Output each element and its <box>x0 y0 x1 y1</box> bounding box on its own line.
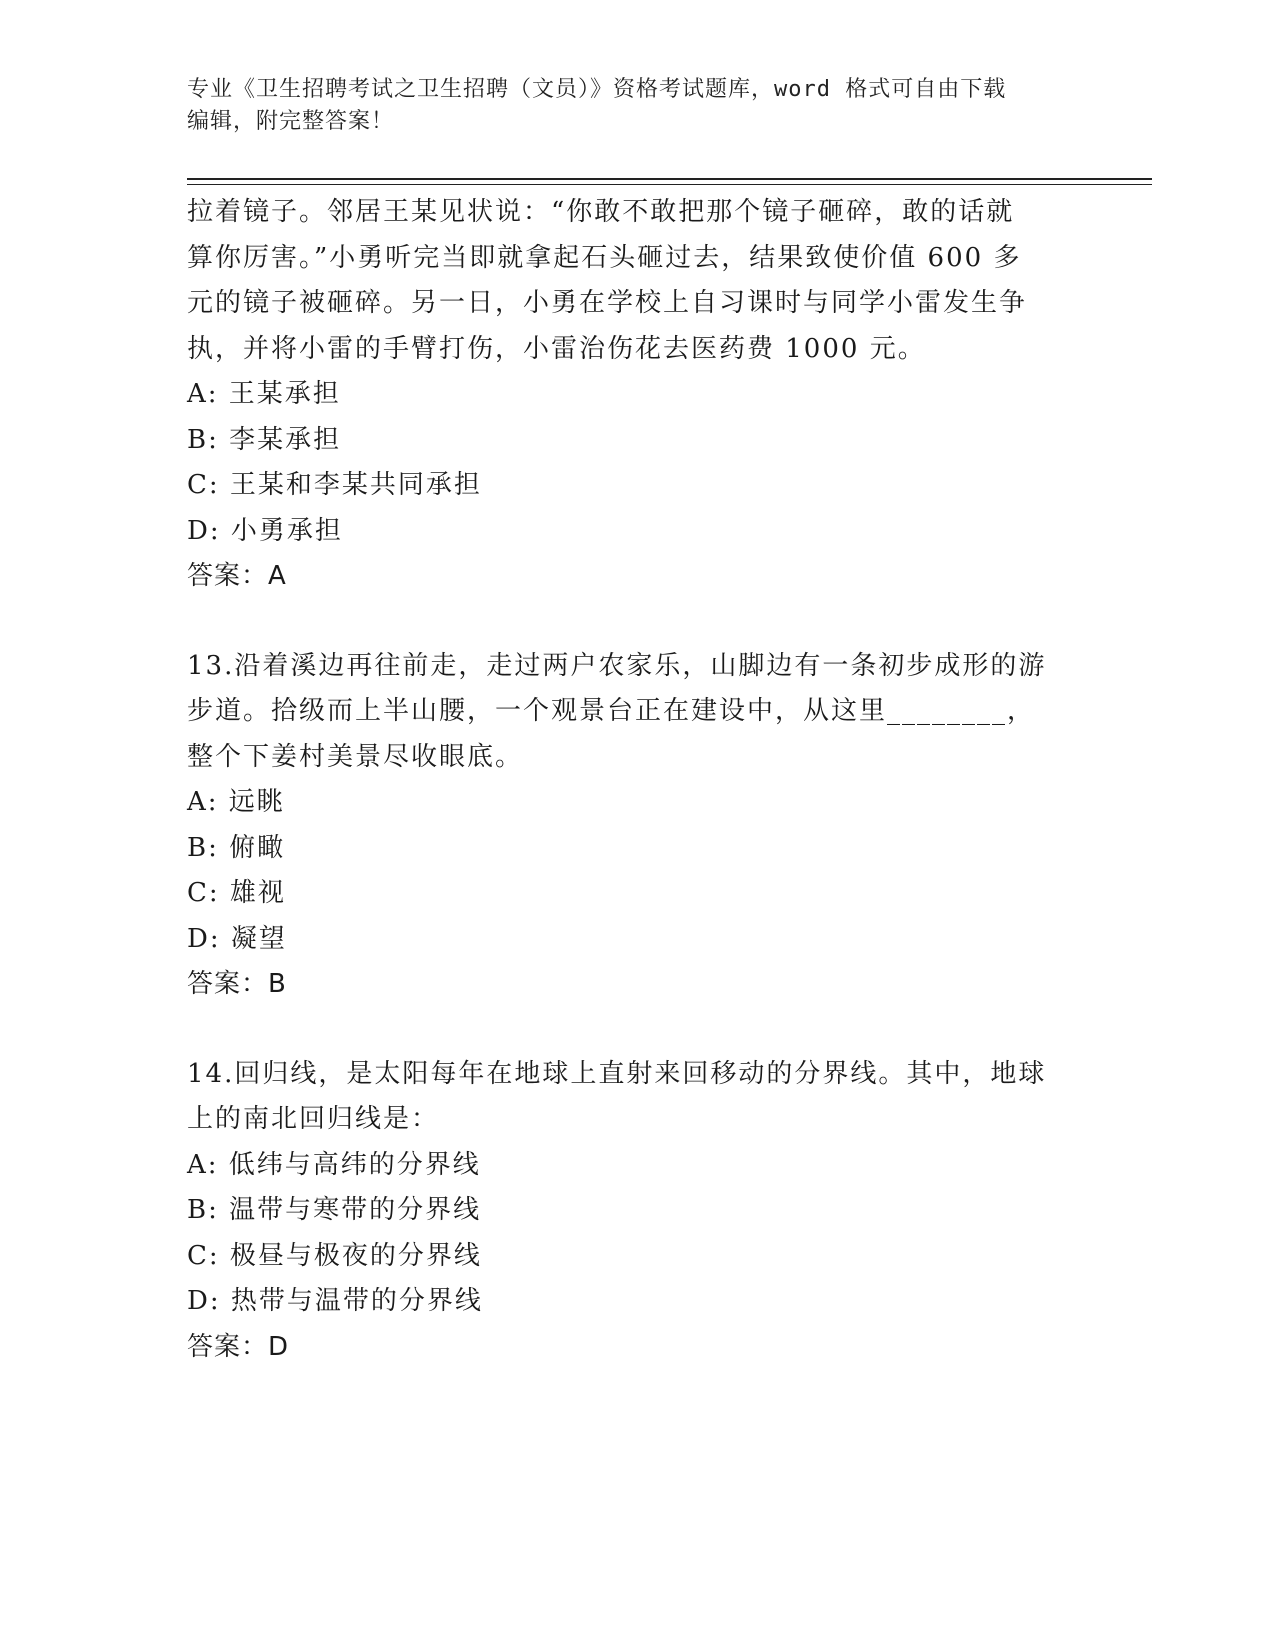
question-14-option-c: C: 极昼与极夜的分界线 <box>187 1240 482 1271</box>
question-13 <box>187 644 1087 1008</box>
question-13-answer: 答案：B <box>187 969 287 999</box>
question-12 <box>187 190 1087 600</box>
question-12-option-c: C: 王某和李某共同承担 <box>187 470 482 500</box>
page-header <box>187 74 1087 138</box>
header-line-1: 专业《卫生招聘考试之卫生招聘（文员）》资格考试题库，word 格式可自由下载 <box>187 77 1007 102</box>
question-13-text-line: 整个下姜村美景尽收眼底。 <box>187 741 524 772</box>
question-13-option-d: D: 凝望 <box>187 923 287 954</box>
question-spacer <box>187 600 1087 644</box>
question-14-answer: 答案：D <box>187 1331 290 1362</box>
question-13-text-line: 步道。拾级而上半山腰，一个观景台正在建设中，从这里________， <box>187 696 1036 726</box>
question-13-option-c: C: 雄视 <box>187 878 286 908</box>
question-14 <box>187 1052 1087 1371</box>
question-12-option-d: D: 小勇承担 <box>187 515 343 546</box>
question-14-text-line: 上的南北回归线是： <box>187 1104 440 1134</box>
question-spacer <box>187 1008 1087 1052</box>
question-13-text-line: 13.沿着溪边再往前走，走过两户农家乐，山脚边有一条初步成形的游 <box>187 650 1047 681</box>
question-13-option-b: B: 俯瞰 <box>187 832 286 863</box>
question-14-option-b: B: 温带与寒带的分界线 <box>187 1195 482 1225</box>
header-divider-thin <box>187 184 1152 185</box>
question-12-text-line: 拉着镜子。邻居王某见状说：“你敢不敢把那个镜子砸碎，敢的话就 <box>187 197 1015 227</box>
header-divider-thick <box>187 178 1152 180</box>
question-14-option-d: D: 热带与温带的分界线 <box>187 1286 483 1316</box>
question-12-option-b: B: 李某承担 <box>187 424 342 455</box>
question-12-text-line: 执，并将小雷的手臂打伤，小雷治伤花去医药费 1000 元。 <box>187 333 926 364</box>
question-12-text-line: 算你厉害。”小勇听完当即就拿起石头砸过去，结果致使价值 600 多 <box>187 242 1022 273</box>
question-12-text-line: 元的镜子被砸碎。另一日，小勇在学校上自习课时与同学小雷发生争 <box>187 288 1028 318</box>
document-content <box>187 190 1087 1370</box>
question-12-answer: 答案：A <box>187 561 287 591</box>
header-line-2: 编辑，附完整答案！ <box>187 109 395 134</box>
question-13-option-a: A: 远眺 <box>187 787 285 817</box>
question-14-option-a: A: 低纬与高纬的分界线 <box>187 1149 481 1180</box>
question-14-text-line: 14.回归线，是太阳每年在地球上直射来回移动的分界线。其中，地球 <box>187 1058 1047 1089</box>
question-12-option-a: A: 王某承担 <box>187 379 341 409</box>
